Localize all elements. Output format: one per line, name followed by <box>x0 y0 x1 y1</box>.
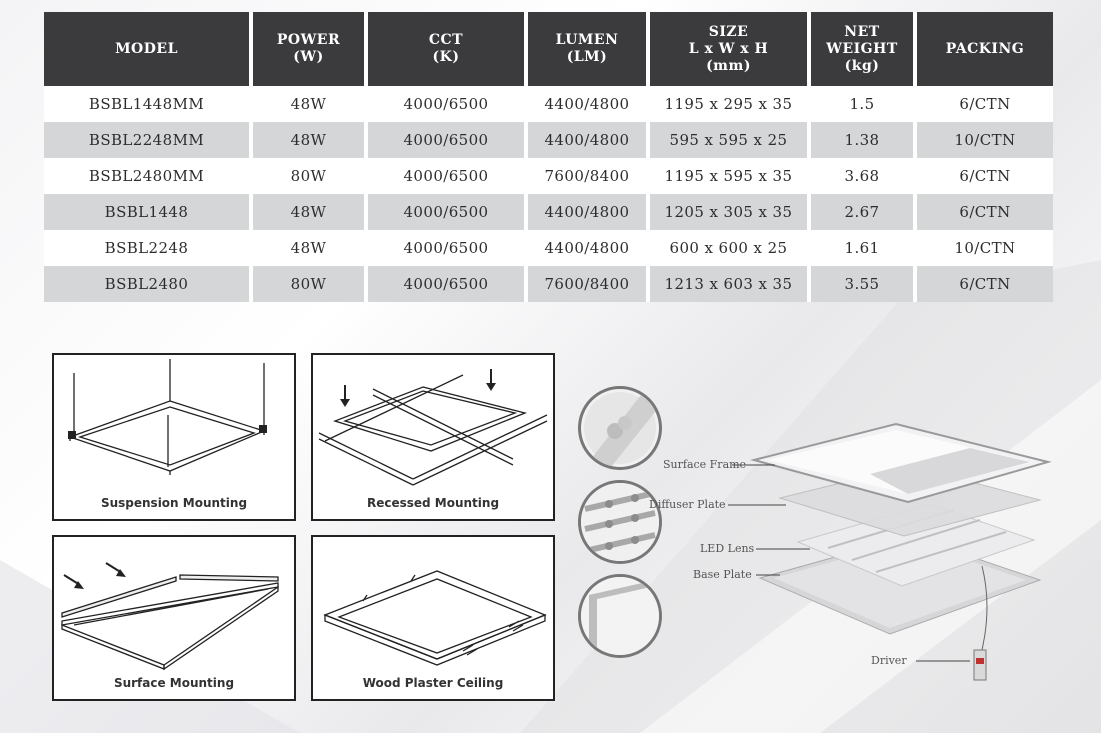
cell-cct: 4000/6500 <box>366 266 526 302</box>
cell-lumen: 4400/4800 <box>526 86 648 122</box>
cell-lumen: 4400/4800 <box>526 122 648 158</box>
header-power: POWER (W) <box>251 12 366 86</box>
cell-power: 48W <box>251 194 366 230</box>
header-cct: CCT (K) <box>366 12 526 86</box>
cell-weight: 1.5 <box>809 86 915 122</box>
header-lumen: LUMEN (LM) <box>526 12 648 86</box>
header-size: SIZE L x W x H (mm) <box>648 12 809 86</box>
cell-packing: 10/CTN <box>915 122 1053 158</box>
cell-lumen: 4400/4800 <box>526 230 648 266</box>
cell-weight: 1.61 <box>809 230 915 266</box>
header-net-weight: NET WEIGHT (kg) <box>809 12 915 86</box>
cell-size: 1205 x 305 x 35 <box>648 194 809 230</box>
table-row <box>44 266 1053 302</box>
exploded-panel-view <box>570 378 1101 718</box>
header-model: MODEL <box>44 12 251 86</box>
cell-weight: 3.68 <box>809 158 915 194</box>
base-plate-label: Base Plate <box>693 568 752 581</box>
table-row <box>44 122 1053 158</box>
spec-table <box>44 12 1053 302</box>
cell-packing: 6/CTN <box>915 158 1053 194</box>
cell-lumen: 7600/8400 <box>526 266 648 302</box>
cell-size: 595 x 595 x 25 <box>648 122 809 158</box>
led-lens-label: LED Lens <box>700 542 755 555</box>
suspension-mounting-label: Suspension Mounting <box>100 496 248 510</box>
driver-label: Driver <box>871 654 907 667</box>
cell-weight: 1.38 <box>809 122 915 158</box>
suspension-mounting-diagram <box>54 355 294 519</box>
cell-power: 80W <box>251 158 366 194</box>
wood-plaster-ceiling-diagram <box>313 537 553 699</box>
panel-layers-diagram <box>570 378 1101 718</box>
cell-power: 48W <box>251 86 366 122</box>
cell-lumen: 4400/4800 <box>526 194 648 230</box>
cell-model: BSBL2248 <box>44 230 251 266</box>
table-row <box>44 230 1053 266</box>
cell-cct: 4000/6500 <box>366 86 526 122</box>
surface-mounting-diagram <box>54 537 294 699</box>
table-row <box>44 86 1053 122</box>
cell-packing: 6/CTN <box>915 266 1053 302</box>
header-packing: PACKING <box>915 12 1053 86</box>
surface-mounting-panel <box>52 535 296 701</box>
cell-cct: 4000/6500 <box>366 194 526 230</box>
cell-size: 1195 x 595 x 35 <box>648 158 809 194</box>
cell-lumen: 7600/8400 <box>526 158 648 194</box>
diffuser-plate-label: Diffuser Plate <box>649 498 726 511</box>
cell-packing: 6/CTN <box>915 86 1053 122</box>
table-row <box>44 158 1053 194</box>
suspension-mounting-panel <box>52 353 296 521</box>
cell-model: BSBL2480MM <box>44 158 251 194</box>
cell-model: BSBL1448 <box>44 194 251 230</box>
wood-plaster-ceiling-label: Wood Plaster Ceiling <box>362 676 504 690</box>
cell-size: 600 x 600 x 25 <box>648 230 809 266</box>
cell-size: 1195 x 295 x 35 <box>648 86 809 122</box>
surface-mounting-label: Surface Mounting <box>113 676 235 690</box>
recessed-mounting-label: Recessed Mounting <box>366 496 500 510</box>
surface-frame-label: Surface Frame <box>663 458 747 471</box>
cell-power: 48W <box>251 230 366 266</box>
cell-model: BSBL1448MM <box>44 86 251 122</box>
cell-weight: 3.55 <box>809 266 915 302</box>
cell-model: BSBL2480 <box>44 266 251 302</box>
recessed-mounting-diagram <box>313 355 553 519</box>
cell-cct: 4000/6500 <box>366 122 526 158</box>
cell-packing: 6/CTN <box>915 194 1053 230</box>
cell-cct: 4000/6500 <box>366 158 526 194</box>
cell-weight: 2.67 <box>809 194 915 230</box>
cell-power: 48W <box>251 122 366 158</box>
wood-plaster-ceiling-panel <box>311 535 555 701</box>
cell-power: 80W <box>251 266 366 302</box>
cell-model: BSBL2248MM <box>44 122 251 158</box>
cell-size: 1213 x 603 x 35 <box>648 266 809 302</box>
cell-packing: 10/CTN <box>915 230 1053 266</box>
table-header-row <box>44 12 1053 86</box>
table-row <box>44 194 1053 230</box>
recessed-mounting-panel <box>311 353 555 521</box>
cell-cct: 4000/6500 <box>366 230 526 266</box>
